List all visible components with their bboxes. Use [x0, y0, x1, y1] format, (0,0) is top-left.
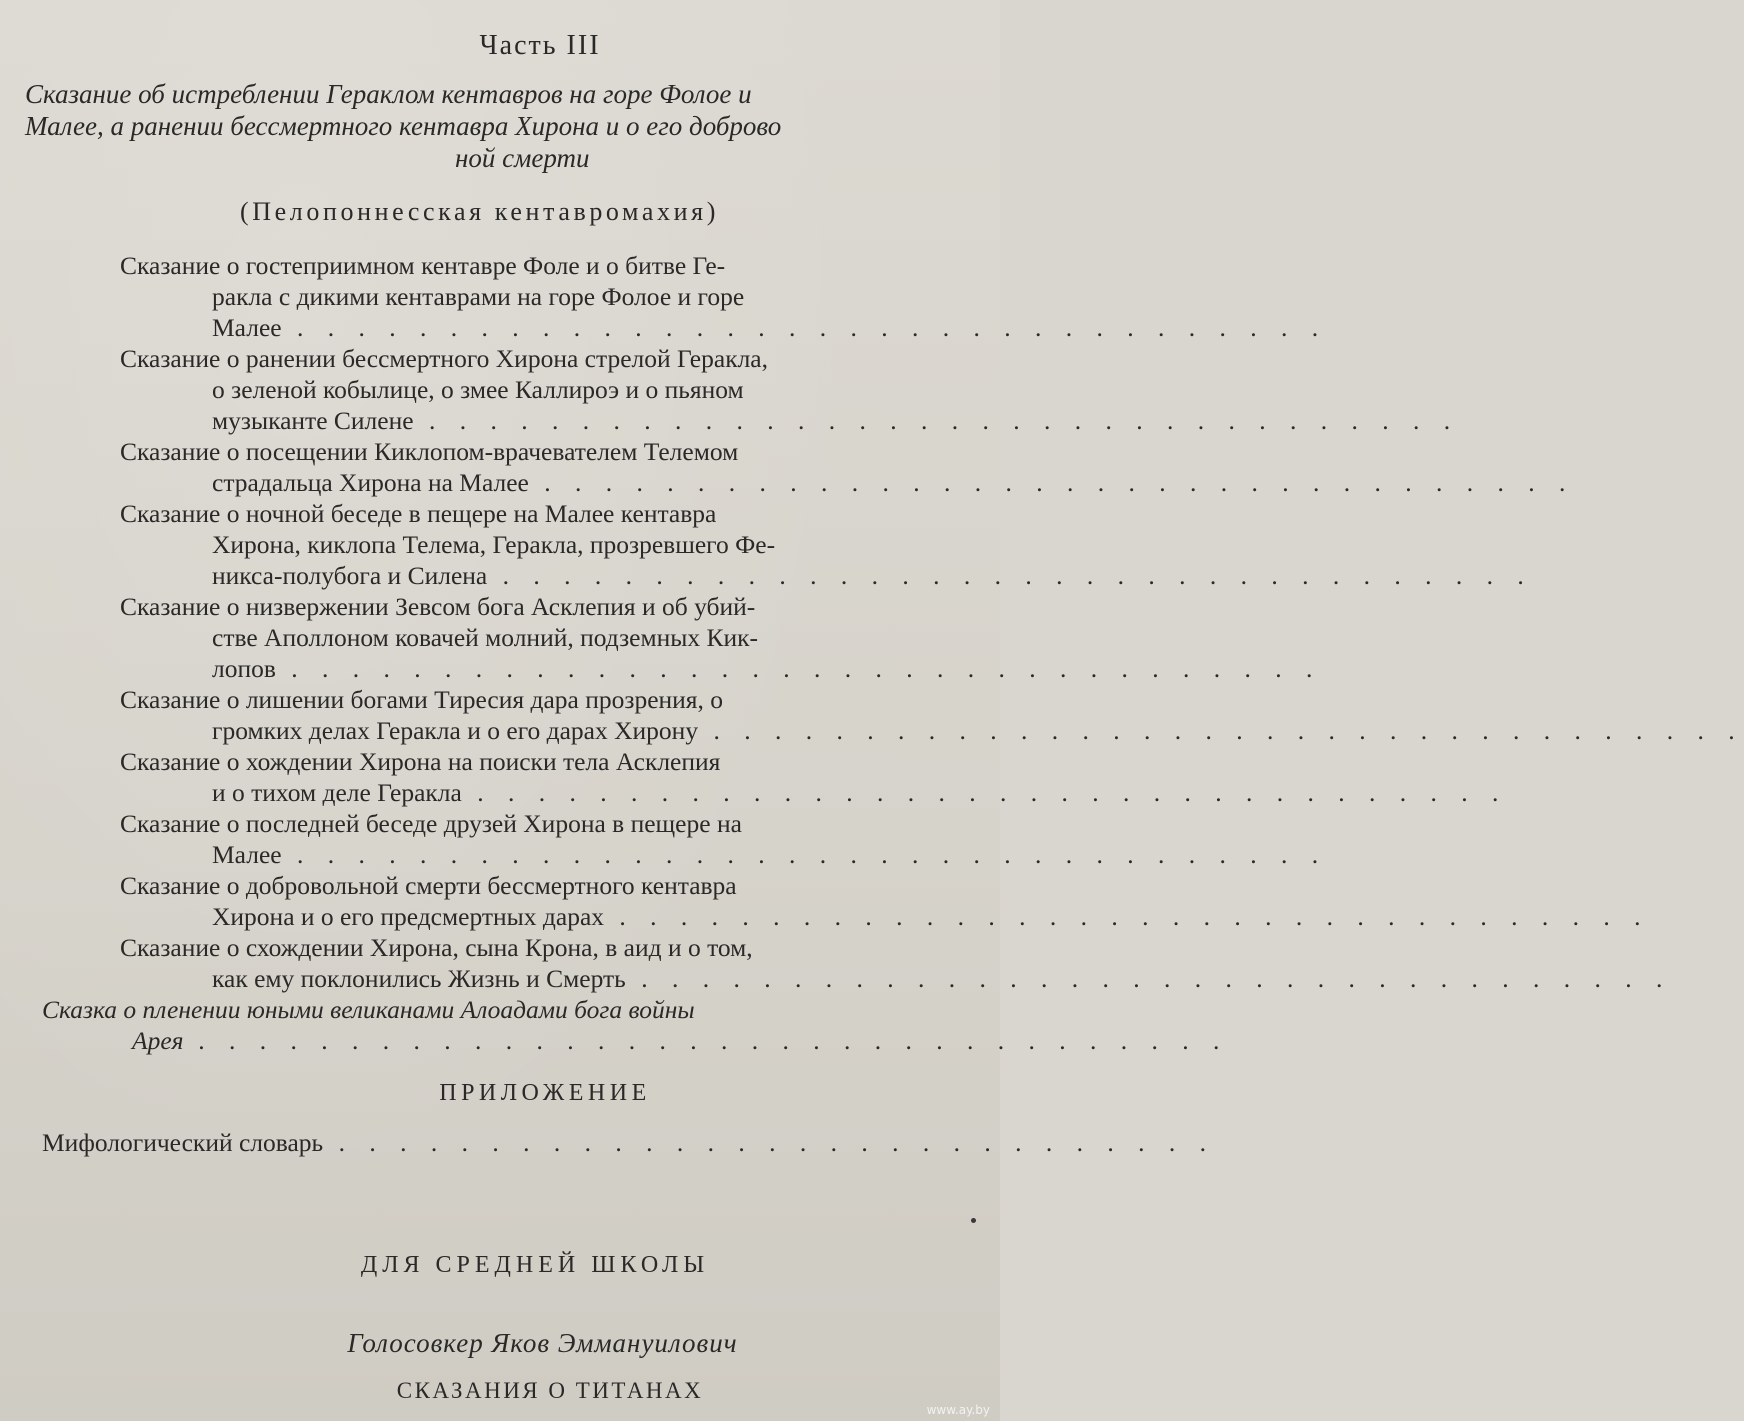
toc-entry-line: Сказание о посещении Киклопом-врачевателем Телемом: [120, 437, 739, 466]
toc-entry-line: громких делах Геракла и о его дарах Хирону . . . . . . . . . . . . . . . . . . . . . . . . . . . . . . . . . .: [212, 716, 1744, 745]
toc-entry-line: Малее . . . . . . . . . . . . . . . . . . . . . . . . . . . . . . . . . .: [212, 840, 1328, 869]
toc-entry-line: и о тихом деле Геракла . . . . . . . . . . . . . . . . . . . . . . . . . . . . . . . . . .: [212, 778, 1508, 807]
toc-entry-line: Сказание о гостеприимном кентавре Фоле и о битве Ге-: [120, 251, 726, 280]
toc-entry-dictionary[interactable]: [42, 1128, 1215, 1158]
leader-dots: . . . . . . . . . . . . . . . . . . . . . . . . . . . . . . . . . .: [461, 778, 1508, 807]
toc-entry[interactable]: [0, 591, 1322, 684]
imprint-school: ДЛЯ СРЕДНЕЙ ШКОЛЫ: [360, 1252, 710, 1278]
toc-entry[interactable]: [0, 994, 1229, 1056]
toc-entry[interactable]: [0, 498, 1533, 591]
toc-entry[interactable]: [0, 808, 1328, 870]
toc-entry-line: как ему поклонились Жизнь и Смерть . . . . . . . . . . . . . . . . . . . . . . . . . . . . . . . . . .: [212, 964, 1672, 993]
leader-dots: . . . . . . . . . . . . . . . . . . . . . . . . . . . . . . . . . .: [528, 468, 1575, 497]
toc-entry-line: о зеленой кобылице, о змее Каллироэ и о пьяном: [212, 375, 744, 404]
toc-entry[interactable]: [0, 870, 1650, 932]
toc-entry-line: Сказание о ранении бессмертного Хирона стрелой Геракла,: [120, 344, 768, 373]
toc-entry-line: музыканте Силене . . . . . . . . . . . . . . . . . . . . . . . . . . . . . . . . . .: [212, 406, 1460, 435]
imprint-book-title: СКАЗАНИЯ О ТИТАНАХ: [396, 1378, 704, 1403]
leader-dots: . . . . . . . . . . . . . . . . . . . . . . . . . . . . . . . . . .: [281, 313, 1328, 342]
toc-entry-line: Сказание о хождении Хирона на поиски тела Асклепия: [120, 747, 721, 776]
toc-entry-line: ракла с дикими кентаврами на горе Фолое и горе: [212, 282, 745, 311]
leader-dots: . . . . . . . . . . . . . . . . . . . . . . . . . . . . . . . . . .: [413, 406, 1460, 435]
toc-entry-line: Сказание о низвержении Зевсом бога Асклепия и об убий-: [120, 592, 756, 621]
appendix-heading: ПРИЛОЖЕНИЕ: [439, 1080, 651, 1106]
part-subtitle: [25, 78, 1025, 174]
leader-dots: . . . . . . . . . . . . . . . . . . . . . . . . . . . . . . . . . .: [275, 654, 1322, 683]
toc-entry-line: страдальца Хирона на Малее . . . . . . . . . . . . . . . . . . . . . . . . . . . . . . . . . .: [212, 468, 1575, 497]
subtitle-line: Сказание об истреблении Гераклом кентавров на горе Фолое и: [25, 79, 752, 109]
toc-entry[interactable]: [0, 932, 1672, 994]
toc-entry-line: Сказание о добровольной смерти бессмертного кентавра: [120, 871, 737, 900]
toc-entry[interactable]: [0, 436, 1575, 498]
watermark: www.ay.by: [926, 1403, 990, 1417]
leader-dots: . . . . . . . . . . . . . . . . . . . . . . . . . . . . . . . . . .: [698, 716, 1744, 745]
toc-entry-label: Мифологический словарь: [42, 1128, 324, 1157]
toc-entry-line: Сказание о ночной беседе в пещере на Малее кентавра: [120, 499, 717, 528]
leader-dots: . . . . . . . . . . . . . . . . . . . . . . . . . . . . . . . . . .: [281, 840, 1328, 869]
part-subheading: (Пелопоннесская кентавромахия): [240, 197, 719, 226]
imprint-author: Голосовкер Яков Эммануилович: [347, 1328, 738, 1358]
toc-entry-line: Хирона и о его предсмертных дарах . . . . . . . . . . . . . . . . . . . . . . . . . . . . . . . . . .: [212, 902, 1650, 931]
table-of-contents: [0, 250, 1744, 1056]
subtitle-line: Малее, а ранении бессмертного кентавра Хирона и о его доброво: [25, 111, 782, 141]
subtitle-line: ной смерти: [455, 143, 590, 173]
toc-entry-line: Малее . . . . . . . . . . . . . . . . . . . . . . . . . . . . . . . . . .: [212, 313, 1328, 342]
part-title: Часть III: [479, 30, 601, 61]
leader-dots: . . . . . . . . . . . . . . . . . . . . . . . . . . . . . . . . . .: [604, 902, 1650, 931]
toc-entry-line: Сказание о лишении богами Тиресия дара прозрения, о: [120, 685, 724, 714]
leader-dots: . . . . . . . . . . . . . . . . . . . . . . . . . . . . . . . . . .: [183, 1026, 1229, 1055]
toc-entry[interactable]: [0, 250, 1328, 343]
toc-entry[interactable]: [0, 684, 1744, 746]
leader-dots: . . . . . . . . . . . . . . . . . . . . . . . . . . . . . . . . . .: [487, 561, 1533, 590]
toc-entry[interactable]: [0, 746, 1508, 808]
leader-dots: . . . . . . . . . . . . . . . . . . . . . . . . . . . . . . . . . .: [625, 964, 1672, 993]
paper-speck: [971, 1218, 976, 1223]
toc-entry-line: Сказание о последней беседе друзей Хирона в пещере на: [120, 809, 742, 838]
toc-entry[interactable]: [0, 343, 1460, 436]
toc-entry-line: лопов . . . . . . . . . . . . . . . . . . . . . . . . . . . . . . . . . .: [212, 654, 1322, 683]
toc-entry-line: Арея . . . . . . . . . . . . . . . . . . . . . . . . . . . . . . . . . .: [132, 1026, 1229, 1055]
leader-dots: . . . . . . . . . . . . . . . . . . . . . . . . . . . . .: [323, 1128, 1215, 1157]
toc-entry-line: Сказание о схождении Хирона, сына Крона, в аид и о том,: [120, 933, 753, 962]
toc-entry-line: Сказка о пленении юными великанами Алоадами бога войны: [42, 995, 695, 1024]
toc-entry-line: Хирона, киклопа Телема, Геракла, прозревшего Фе-: [212, 530, 776, 559]
toc-entry-line: никса-полубога и Силена . . . . . . . . . . . . . . . . . . . . . . . . . . . . . . . . . .: [212, 561, 1533, 590]
toc-entry-line: стве Аполлоном ковачей молний, подземных Кик-: [212, 623, 759, 652]
